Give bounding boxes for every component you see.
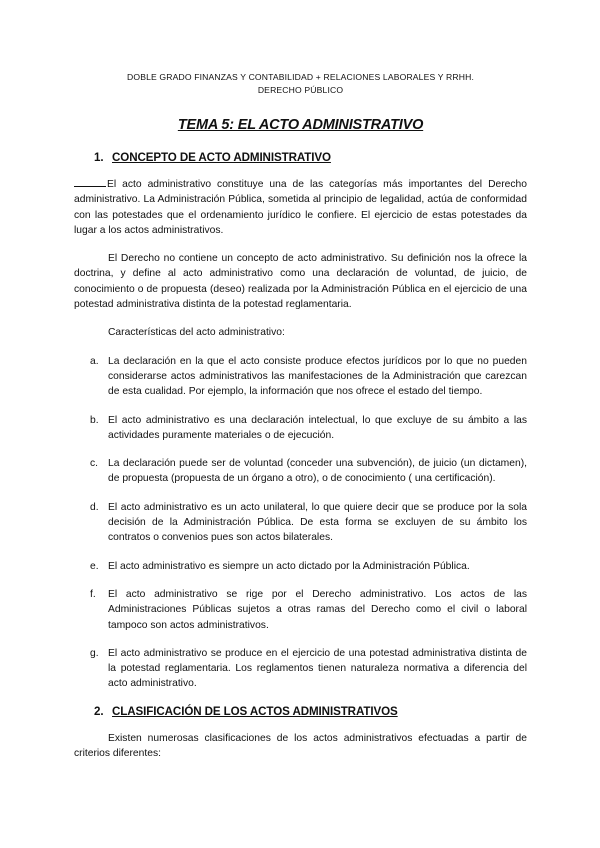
list-item-marker: a. [90, 355, 99, 367]
header-line-2: DERECHO PÚBLICO [257, 85, 344, 95]
page-title: TEMA 5: EL ACTO ADMINISTRATIVO [177, 117, 424, 133]
characteristics-list [74, 354, 527, 692]
list-item-marker: e. [90, 560, 99, 572]
list-item [74, 500, 527, 546]
list-item-text: El acto administrativo es una declaración intelectual, lo que excluye de su ámbito a las actividades puramente materiales o de ejecución. [108, 414, 527, 441]
header-line-1: DOBLE GRADO FINANZAS Y CONTABILIDAD + RELACIONES LABORALES Y RRHH. [127, 72, 474, 82]
characteristics-intro: Características del acto administrativo: [108, 327, 285, 339]
list-item-marker: b. [90, 414, 99, 426]
list-item [74, 646, 527, 692]
list-item-text: El acto administrativo es un acto unilateral, lo que quiere decir que se produce por la sola decisión de la Administración Pública. De esta forma se excluyen de su ámbito los contratos o convenios pues son actos bilaterales. [108, 501, 527, 544]
list-item-marker: f. [90, 588, 96, 600]
list-item-text: La declaración puede ser de voluntad (conceder una subvención), de juicio (un dictamen), de propuesta (propuesta de un órgano a otro), o de conocimiento ( una certificación). [108, 458, 527, 485]
section-1-paragraph-1-text: El acto administrativo constituye una de las categorías más importantes del Derecho administrativo. La Administración Pública, sometida al principio de legalidad, actúa de conformidad con las potestades que el ordenamiento jurídico le confiere. El ejercicio de estas potestades da lugar a los actos administrativos. [74, 179, 527, 236]
blank-underline [74, 177, 106, 187]
section-1-heading [94, 151, 527, 164]
list-item-text: El acto administrativo se rige por el Derecho administrativo. Los actos de las Administraciones Públicas sujetos a otras ramas del Derecho como el civil o laboral tampoco son actos administrativos. [108, 588, 527, 631]
section-1-paragraph-2: El Derecho no contiene un concepto de acto administrativo. Su definición nos la ofrece la doctrina, y define al acto administrativo como una declaración de voluntad, de juicio, de conocimiento o de propuesta (deseo) realizada por la Administración Pública en el ejercicio de una potestad administrativa distinta de la potestad reglamentaria. [74, 253, 527, 311]
section-2-title: CLASIFICACIÓN DE LOS ACTOS ADMINISTRATIVOS [112, 704, 398, 718]
list-item-text: El acto administrativo es siempre un acto dictado por la Administración Pública. [108, 560, 470, 572]
document-header [74, 71, 527, 97]
list-item-text: La declaración en la que el acto consiste produce efectos jurídicos por lo que no pueden considerarse actos administrativos las manifestaciones de la Administración que carezcan de esta cualidad. Por ejemplo, la información que nos ofrece el estado del tiempo. [108, 355, 527, 398]
list-item [74, 559, 527, 574]
list-item [74, 413, 527, 444]
list-item [74, 456, 527, 487]
section-1-paragraph-1 [74, 177, 527, 238]
list-item [74, 587, 527, 633]
section-2-paragraph-1: Existen numerosas clasificaciones de los actos administrativos efectuadas a partir de criterios diferentes: [74, 732, 527, 760]
list-item-text: El acto administrativo se produce en el ejercicio de una potestad administrativa distinta de la potestad reglamentaria. Los reglamentos tienen naturaleza normativa a diferencia del acto administrativo. [108, 647, 527, 690]
section-1-title: CONCEPTO DE ACTO ADMINISTRATIVO [112, 151, 331, 164]
list-item-marker: d. [90, 501, 99, 513]
section-1-number: 1. [94, 151, 104, 164]
list-item-marker: g. [90, 647, 99, 659]
section-2-number: 2. [94, 704, 104, 718]
section-2-heading [94, 705, 527, 718]
list-item [74, 354, 527, 400]
list-item-marker: c. [90, 458, 99, 470]
